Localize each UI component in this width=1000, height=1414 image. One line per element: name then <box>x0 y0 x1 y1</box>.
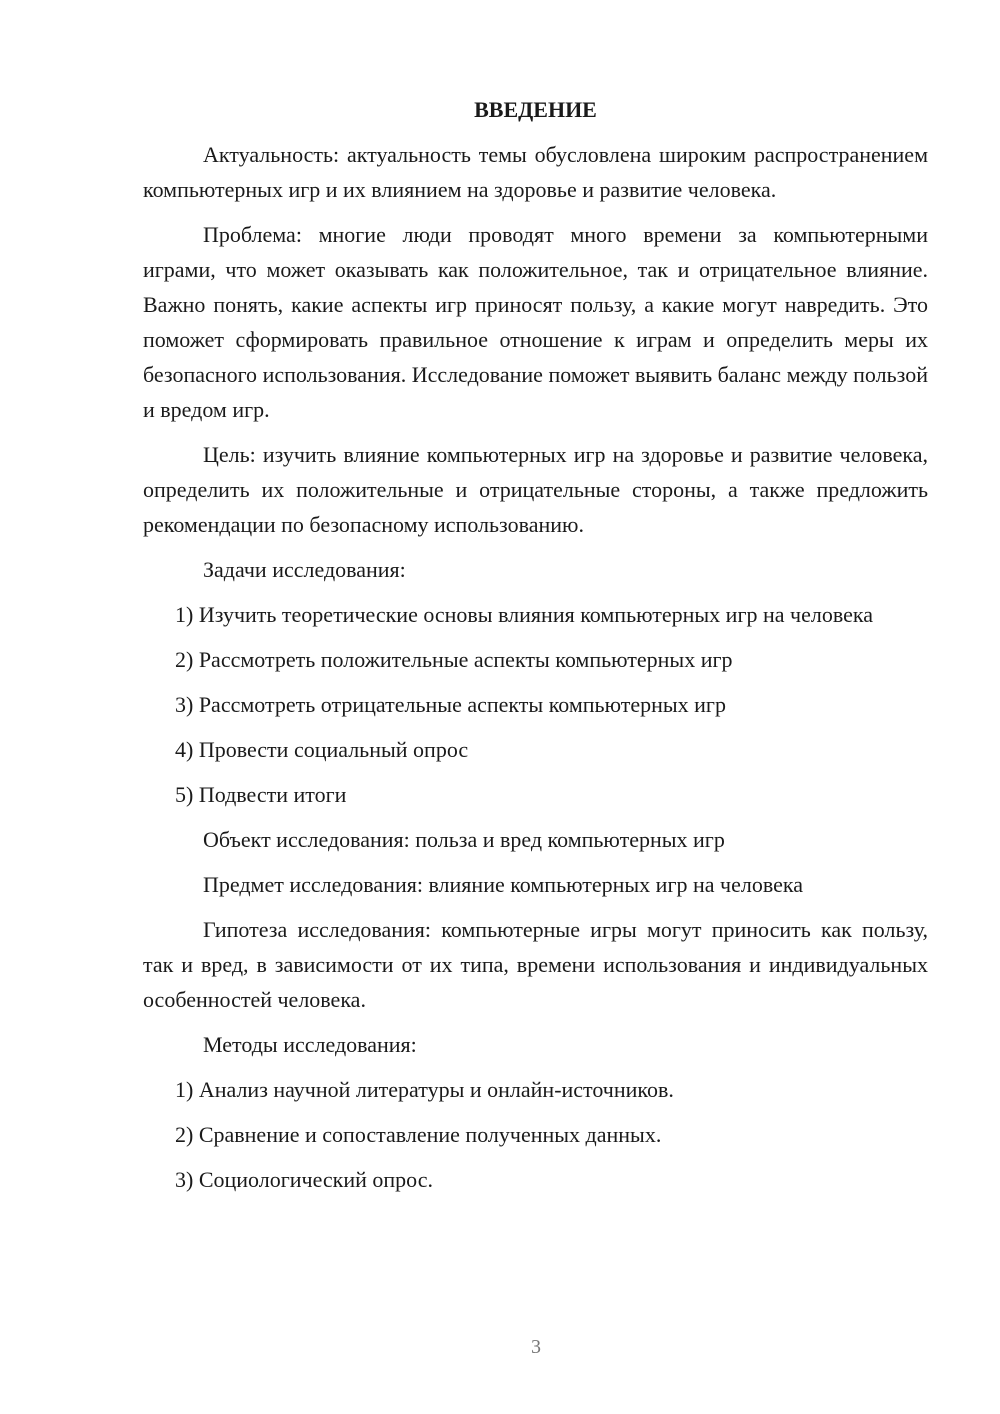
page-number: 3 <box>531 1336 541 1358</box>
methods-heading: Методы исследования: <box>203 1032 417 1057</box>
method-item: 2) Сравнение и сопоставление полученных данных. <box>175 1122 662 1147</box>
method-item: 3) Социологический опрос. <box>175 1167 433 1192</box>
relevance-paragraph: Актуальность: актуальность темы обусловлена широким распространением компьютерных игр и их влиянием на здоровье и развитие человека. <box>143 142 928 202</box>
subject-paragraph: Предмет исследования: влияние компьютерных игр на человека <box>203 872 803 897</box>
document-body <box>143 92 928 1207</box>
task-item: 3) Рассмотреть отрицательные аспекты компьютерных игр <box>175 692 726 717</box>
task-item: 1) Изучить теоретические основы влияния компьютерных игр на человека <box>175 602 873 627</box>
hypothesis-paragraph: Гипотеза исследования: компьютерные игры могут приносить как пользу, так и вред, в зависимости от их типа, времени использования и индивидуальных особенностей человека. <box>143 917 928 1012</box>
goal-paragraph: Цель: изучить влияние компьютерных игр на здоровье и развитие человека, определить их положительные и отрицательные стороны, а также предложить рекомендации по безопасному использованию. <box>143 442 928 537</box>
problem-paragraph: Проблема: многие люди проводят много времени за компьютерными играми, что может оказывать как положительное, так и отрицательное влияние. Важно понять, какие аспекты игр приносят пользу, а какие могут навредить. Это поможет сформировать правильное отношение к играм и определить меры их безопасного использования. Исследование поможет выявить баланс между пользой и вредом игр. <box>143 222 928 422</box>
section-title: ВВЕДЕНИЕ <box>474 97 597 122</box>
tasks-heading: Задачи исследования: <box>203 557 406 582</box>
method-item: 1) Анализ научной литературы и онлайн-источников. <box>175 1077 674 1102</box>
task-item: 5) Подвести итоги <box>175 782 347 807</box>
object-paragraph: Объект исследования: польза и вред компьютерных игр <box>203 827 725 852</box>
task-item: 2) Рассмотреть положительные аспекты компьютерных игр <box>175 647 733 672</box>
task-item: 4) Провести социальный опрос <box>175 737 469 762</box>
